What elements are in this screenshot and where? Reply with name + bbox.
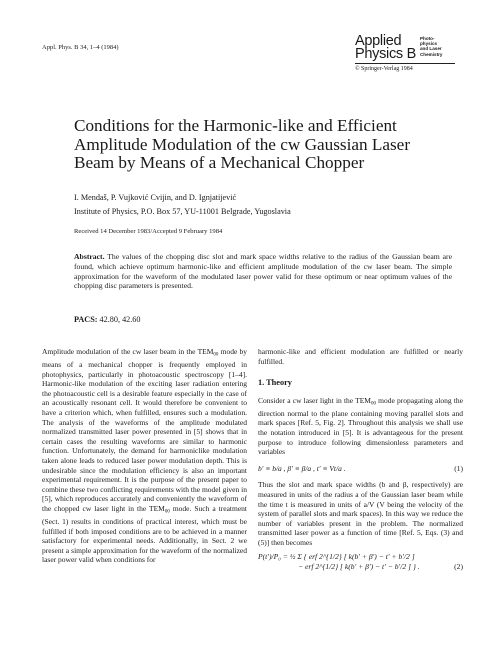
journal-brand (355, 35, 465, 72)
journal-subtitle: Photo- physics and Laser Chemistry (419, 36, 443, 57)
equation-1-body: b′ ≡ b/a , β′ ≡ β/a , t′ ≡ Vt/a . (258, 463, 346, 473)
intro-text-1: Amplitude modulation of the cw laser beam in the TEM (42, 347, 214, 356)
equation-2-number: (2) (454, 561, 463, 571)
abstract-text: The values of the chopping disc slot and mark space widths relative to the radius of the Gaussian beam are found, which achieve optimum harmonic-like and efficient amplitude modulation of the cw laser beam. The simple approximation for the waveform of the modulated laser power valid for these optimum or near optimum values of the chopping disc parameters is presented. (74, 252, 452, 291)
equation-2-line-2: − erf 2^{1/2} [ k(b′ + β′) − t′ − b′/2 ] } . (2) (298, 561, 463, 571)
mode-subscript: 00 (213, 352, 219, 358)
article-title: Conditions for the Harmonic-like and Efficient Amplitude Modulation of the cw Gaussian Laser Beam by Means of a Mechanical Chopper (74, 116, 411, 173)
intro-text-3: mode. Such a treatment (Sect. 1) results in conditions of practical interest, which must be fulfilled if both imposed conditions are to be achieved in a manner satisfactory for experimental needs. Additionally, in Sect. 2 we present a simple approximation for the waveform of the normalized laser power valid when conditions for (42, 504, 248, 565)
received-date: Received 14 December 1983/Accepted 9 February 1984 (74, 228, 223, 235)
copyright-notice: © Springer-Verlag 1984 (355, 66, 413, 72)
intro-continuation: harmonic-like and efficient modulation are fulfilled or nearly fulfilled. (258, 347, 463, 366)
author-list: I. Mendaš, P. Vujković Cvijin, and D. Ignjatijević (74, 193, 237, 202)
right-column (258, 347, 463, 572)
abstract-label: Abstract. (74, 252, 105, 261)
theory-paragraph-2: Thus the slot and mark space widths (b and β, respectively) are measured in units of the radius a of the Gaussian laser beam while the time t is measured in units of a/V (V being the velocity of the system of parallel slots and mark spaces). In this way we reduce the number of variables present in the problem. The normalized transmitted laser power as a function of time [Ref. 5, Eqs. (3) and (5)] then becomes (258, 480, 463, 547)
brand-divider (355, 63, 455, 64)
journal-logo: Applied Physics B (355, 33, 416, 62)
pacs-label: PACS: (74, 315, 98, 324)
affiliation: Institute of Physics, P.O. Box 57, YU-11001 Belgrade, Yugoslavia (74, 207, 291, 216)
pacs-values: 42.80, 42.60 (99, 315, 141, 324)
equation-2 (258, 552, 463, 572)
left-column (42, 347, 247, 565)
theory-paragraph-1: Consider a cw laser light in the $TEM_{00}$ mode propagating along the direction normal to the plane containing moving parallel slots and mark spaces [Ref. 5, Fig. 2]. Throughout this analysis we shall use the notation introduced in [5]. It is advantageous for the present purpose to introduce following dimensionless parameters and variables (258, 395, 463, 457)
equation-2-line-1: P(t′)/P₀ = ½ Σ { erf 2^{1/2} [ k(b′ + β′) − t′ + b′/2 ] (258, 551, 415, 561)
equation-1-number: (1) (454, 463, 463, 473)
mode-subscript: 00 (370, 401, 376, 407)
intro-text-2: mode by means of a mechanical chopper is frequently employed in photophysics, particularly in photoacoustic spectroscopy [1–4]. Harmonic-like modulation of the exciting laser radiation entering the photoacoustic cell is a desirable feature especially in the case of an acoustically resonant cell. It would therefore be convenient to have a criterion which, when fulfilled, ensures such a modulation. The analysis of the waveforms of the amplitude modulated normalized transmitted laser power presented in [5] shows that in certain cases the resulting waveforms are similar to harmonic function. Unfortunately, the demand for harmoniclike modulation taken alone leads to reduced laser power modulation depth. This is undesirable since the modulation efficiency is also an important experimental requirement. It is the purpose of the present paper to combine these two conflicting requirements with the model given in [5], which reproduces accurately and conveniently the waveform of the chopped cw laser light in the TEM (42, 347, 247, 513)
equation-1 (258, 464, 463, 474)
abstract (74, 252, 452, 291)
pacs-codes (74, 315, 140, 324)
section-heading: 1. Theory (258, 378, 292, 388)
journal-reference: Appl. Phys. B 34, 1–4 (1984) (42, 44, 119, 51)
mode-subscript: 00 (164, 509, 170, 515)
